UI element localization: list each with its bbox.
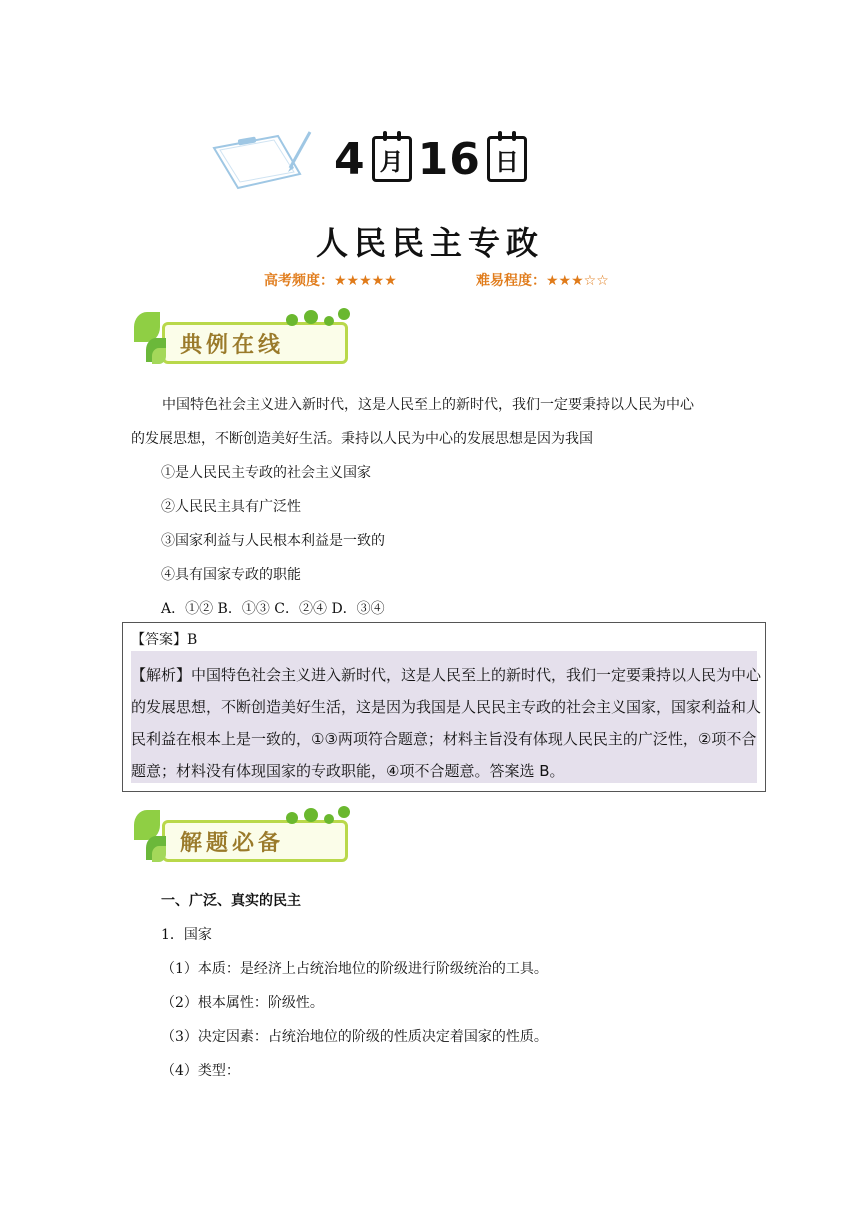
essentials-item-2: （2）根本属性：阶级性。 (161, 995, 324, 1011)
essentials-heading: 一、广泛、真实的民主 (161, 893, 301, 909)
answer-line: 【答案】B (131, 632, 198, 648)
essentials-subheading: 1．国家 (161, 927, 212, 943)
analysis-line-4: 题意；材料没有体现国家的专政职能，④项不合题意。答案选 B。 (131, 762, 565, 780)
section-title-essentials: 解题必备 (180, 831, 285, 856)
option-1: ①是人民民主专政的社会主义国家 (161, 465, 371, 481)
calendar-icon (372, 136, 412, 182)
option-2: ②人民民主具有广泛性 (161, 499, 301, 515)
vine-dot (286, 314, 298, 326)
section-banner-example (132, 308, 354, 374)
analysis-line-2: 的发展思想，不断创造美好生活，这是因为我国是人民民主专政的社会主义国家，国家利益和人 (131, 698, 762, 716)
analysis-line-1: 【解析】中国特色社会主义进入新时代，这是人民至上的新时代，我们一定要秉持以人民为中心 (131, 666, 762, 684)
vine-dot (338, 308, 350, 320)
question-stem-line2: 的发展思想，不断创造美好生活。秉持以人民为中心的发展思想是因为我国 (131, 431, 593, 447)
calendar-icon (487, 136, 527, 182)
vine-dot (324, 814, 334, 824)
section-banner-essentials (132, 806, 354, 872)
clipboard-pen-icon (208, 128, 316, 192)
answer-box (122, 622, 766, 792)
vine-dot (304, 808, 318, 822)
answer-choices: A．①② B．①③ C．②④ D．③④ (161, 601, 385, 617)
section-title-example: 典例在线 (180, 333, 285, 358)
essentials-item-1: （1）本质：是经济上占统治地位的阶级进行阶级统治的工具。 (161, 961, 548, 977)
topic-title: 人民民主专政 (315, 224, 544, 262)
vine-dot (286, 812, 298, 824)
vine-dot (304, 310, 318, 324)
vine-dot (338, 806, 350, 818)
essentials-item-3: （3）决定因素：占统治地位的阶级的性质决定着国家的性质。 (161, 1029, 548, 1045)
option-3: ③国家利益与人民根本利益是一致的 (161, 533, 385, 549)
leaf-icon (152, 348, 166, 364)
option-4: ④具有国家专政的职能 (161, 567, 301, 583)
question-stem-line1: 中国特色社会主义进入新时代，这是人民至上的新时代，我们一定要秉持以人民为中心 (162, 397, 694, 413)
date-month: 4 (334, 133, 366, 185)
date-day: 16 (417, 133, 481, 185)
month-unit: 月 (379, 147, 404, 176)
difficulty-rating: 难易程度：★★★☆☆ (476, 273, 609, 289)
leaf-icon (152, 846, 166, 862)
date-title (334, 124, 527, 194)
frequency-rating: 高考频度：★★★★★ (264, 273, 397, 289)
essentials-item-4: （4）类型： (161, 1063, 240, 1079)
vine-dot (324, 316, 334, 326)
analysis-line-3: 民利益在根本上是一致的，①③两项符合题意；材料主旨没有体现人民民主的广泛性，②项不合 (131, 730, 757, 748)
day-unit: 日 (494, 147, 519, 176)
